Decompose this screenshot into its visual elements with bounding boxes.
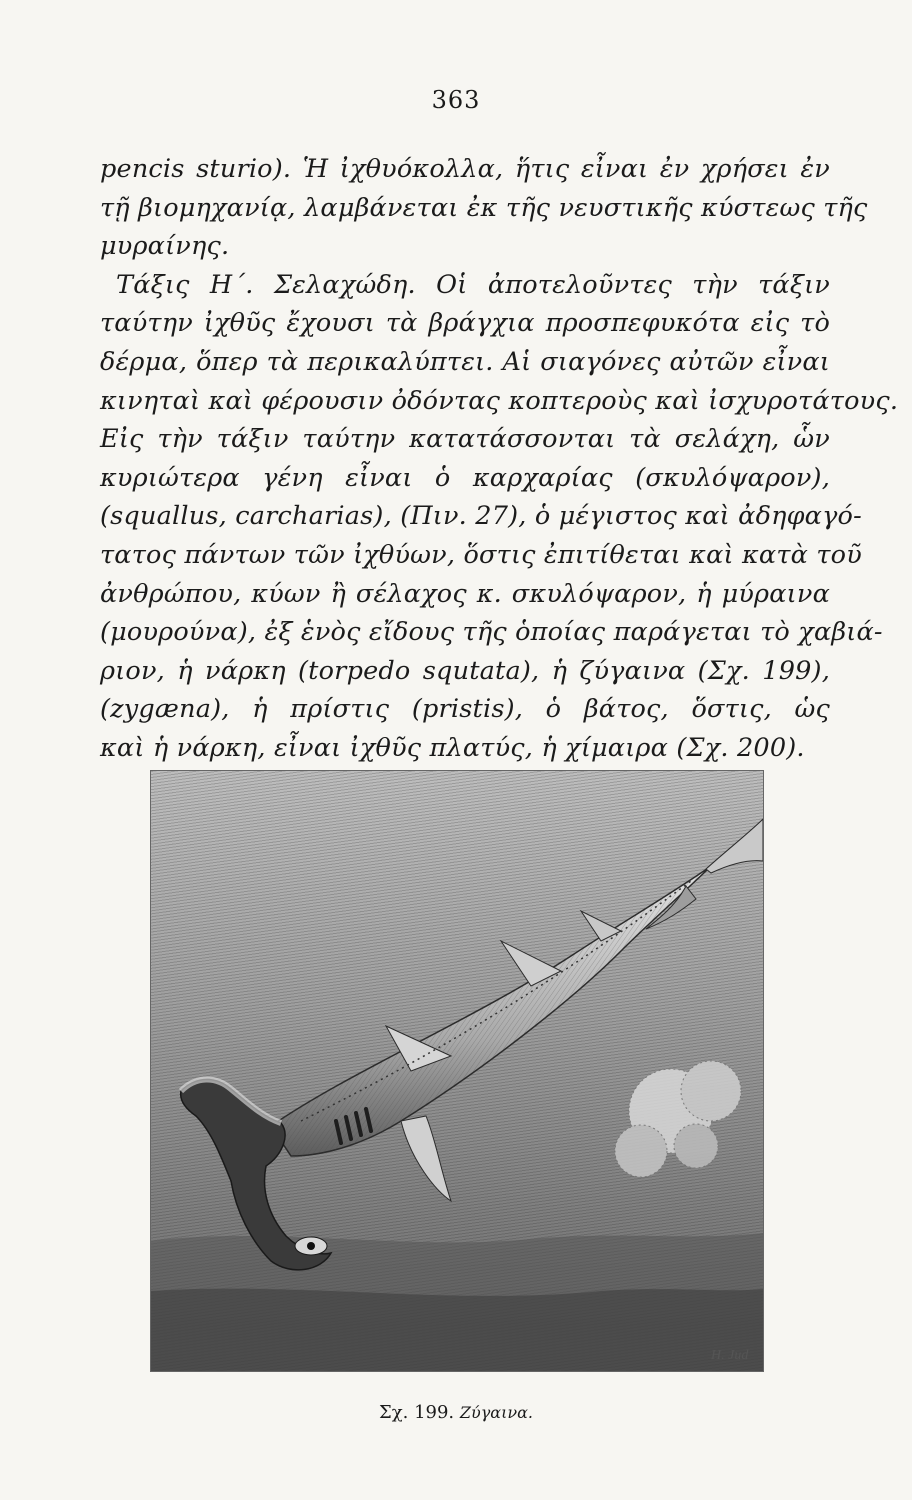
text-line: ριον, ἡ νάρκη (torpedo squtata), ἡ ζύγαινα (Σχ. 199), <box>100 655 830 686</box>
text-line: ταύτην ἰχθῦς ἔχουσι τὰ βράγχια προσπεφυκότα εἰς τὸ <box>100 308 830 339</box>
hammerhead-shark-engraving <box>150 770 764 1372</box>
text-line: pencis sturio). Ἡ ἰχθυόκολλα, ἥτις εἶναι ἐν χρήσει ἐν <box>100 154 830 184</box>
figure-caption <box>0 1402 912 1423</box>
body-text <box>100 150 899 768</box>
coral-clump <box>615 1061 741 1177</box>
engraving-illustration <box>151 771 763 1371</box>
text-line: τῇ βιομηχανίᾳ, λαμβάνεται ἐκ τῆς νευστικῆς κύστεως τῆς <box>100 192 868 223</box>
text-line: δέρμα, ὅπερ τὰ περικαλύπτει. Αἱ σιαγόνες αὐτῶν εἶναι <box>100 346 830 377</box>
text-line: (zygæna), ἡ πρίστις (pristis), ὁ βάτος, ὅστις, ὡς <box>100 694 830 725</box>
text-line: Εἰς τὴν τάξιν ταύτην κατατάσσονται τὰ σελάχη, ὧν <box>100 424 830 455</box>
text-line: (μουρούνα), ἐξ ἑνὸς εἴδους τῆς ὁποίας παράγεται τὸ χαβιά- <box>100 617 883 648</box>
text-line: (squallus, carcharias), (Πιν. 27), ὁ μέγιστος καὶ ἀδηφαγό- <box>100 501 862 532</box>
text-line: μυραίνης. <box>100 231 230 262</box>
engraver-signature: H. Jud <box>711 1348 749 1363</box>
text-line: κινηταὶ καὶ φέρουσιν ὀδόντας κοπτεροὺς καὶ ἰσχυροτάτους. <box>100 385 899 416</box>
page-number: 363 <box>431 86 481 114</box>
caption-label: Σχ. 199. <box>379 1402 455 1423</box>
caption-name: Ζύγαινα. <box>459 1403 533 1422</box>
text-line: ἀνθρώπου, κύων ἢ σέλαχος κ. σκυλόψαρον, ἡ μύραινα <box>100 578 830 609</box>
text-line: τατος πάντων τῶν ἰχθύων, ὅστις ἐπιτίθεται καὶ κατὰ τοῦ <box>100 539 862 570</box>
text-line: Τάξις Η΄. Σελαχώδη. Οἱ ἀποτελοῦντες τὴν τάξιν <box>116 269 830 300</box>
text-line: κυριώτερα γένη εἶναι ὁ καρχαρίας (σκυλόψαρον), <box>100 462 830 493</box>
text-line: καὶ ἡ νάρκη, εἶναι ἰχθῦς πλατύς, ἡ χίμαιρα (Σχ. 200). <box>100 732 805 763</box>
